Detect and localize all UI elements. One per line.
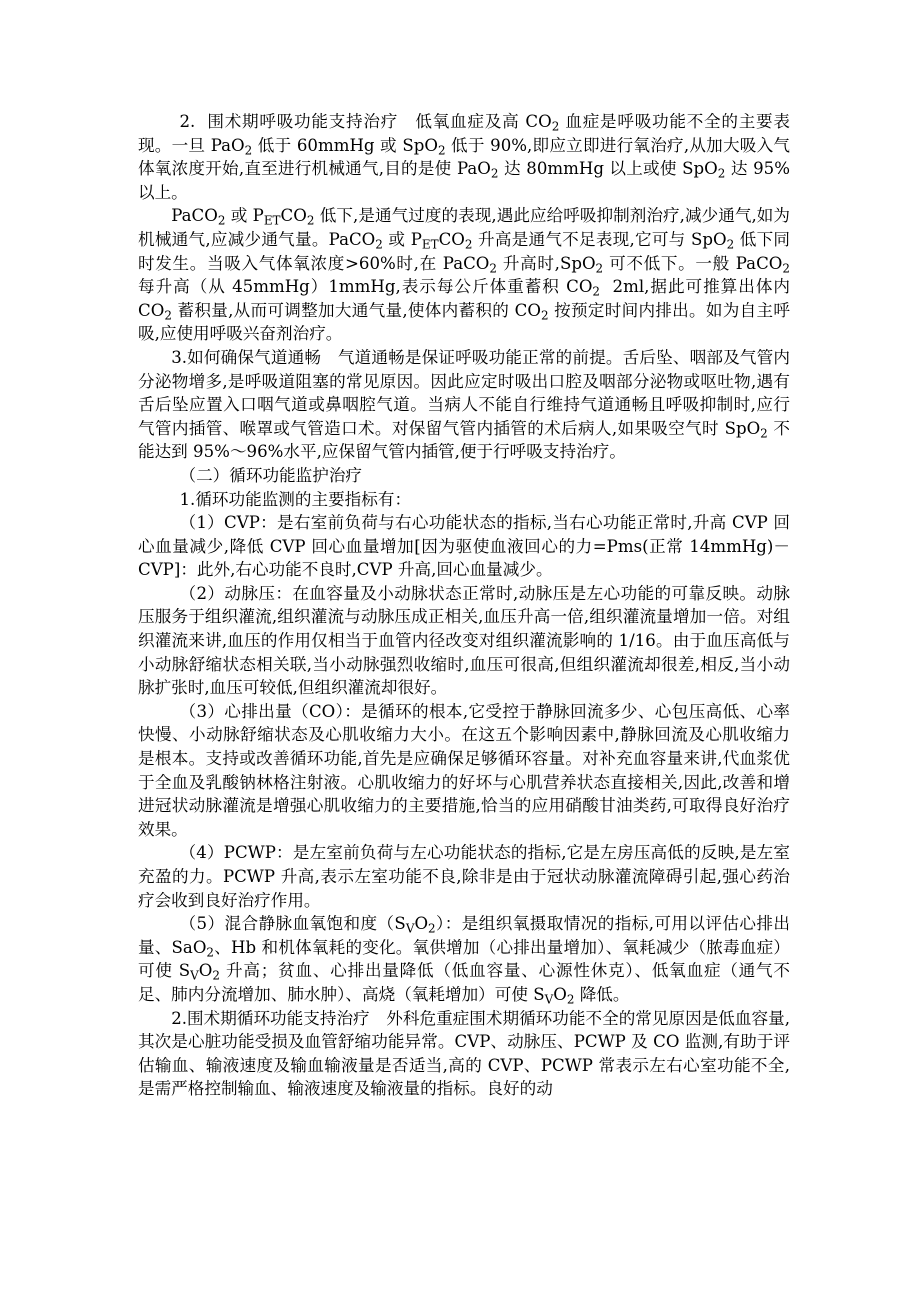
text-run: 、Hb 和机体氧耗的变化。氧供增加（心排出量增加）、氧耗减少（脓毒血症）可使 S (138, 937, 790, 981)
subscript-text: 2 (489, 260, 497, 275)
paragraph (138, 912, 790, 1006)
subscript-text: 2 (164, 308, 172, 323)
subscript-text: 2 (375, 237, 383, 252)
paragraph (138, 110, 790, 204)
text-run: 不能达到 95%～96%水平,应保留气管内插管,便于行呼吸支持治疗。 (138, 418, 790, 462)
text-run: 达 95%以上。 (138, 159, 791, 202)
text-run: 低下,是通气过度的表现,遇此应给呼吸抑制剂治疗,减少通气,如为机械通气,应减少通气量。PaCO (138, 206, 790, 249)
text-run: O (198, 961, 213, 981)
text-run: 或 P (225, 206, 264, 226)
text-run: ）：是组织氧摄取情况的指标,可用以评估心排出量、SaO (138, 914, 790, 957)
text-run: 或 P (382, 229, 422, 249)
text-run: 血症是呼吸功能不全的主要表现。一旦 PaO (138, 112, 790, 155)
subscript-text: 2 (217, 213, 226, 228)
text-run: 每升高（从 45mmHg）1mmHg,表示每公斤体重蓄积 CO (138, 253, 796, 297)
subscript-text: 2 (306, 213, 315, 228)
subscript-text: 2 (212, 968, 220, 983)
text-run: 升高；贫血、心排出量降低（低血容量、心源性休克）、低氧血症（通气不足、肺内分流增加、肺水肿）、高烧（氧耗增加）可使 S (138, 961, 790, 1004)
text-run: 降低。 (574, 984, 630, 1004)
subscript-text: ET (421, 237, 439, 252)
subscript-text: 2 (428, 921, 436, 936)
subscript-text: 2 (592, 284, 601, 299)
text-run: CO (280, 206, 307, 226)
text-run: 1.循环功能监测的主要指标有： (179, 489, 412, 509)
text-run: 2. 围术期呼吸功能支持治疗 低氧血症及高 CO (179, 112, 552, 131)
paragraph (138, 204, 796, 346)
subscript-text: 2 (760, 426, 768, 441)
text-run: 可不低下。一般 PaCO (603, 253, 783, 273)
paragraph (138, 700, 790, 842)
subscript-text: 2 (551, 119, 560, 134)
subscript-text: V (405, 921, 415, 936)
text-run: （1）CVP：是右室前负荷与右心功能状态的指标,当右心功能正常时,升高 CVP 回心血量减少,降低 CVP 回心血量增加[因为驱使血液回心的力=Pms(正常 14mmHg)－CVP]：此外,右心功能不良时,CVP 升高,回心血量减少。 (138, 513, 790, 580)
paragraph (138, 841, 790, 912)
text-run: CO (438, 229, 465, 249)
subscript-text: 2 (595, 260, 604, 275)
paragraph (138, 582, 790, 700)
text-run: 低于 90%,即应立即进行氧治疗,从加大吸入气体氧浓度开始,直至进行机械通气,目的是使 PaO (138, 135, 790, 179)
subscript-text: V (544, 992, 554, 1007)
paragraph (138, 346, 790, 464)
subscript-text: 2 (244, 142, 253, 157)
text-run: 3.如何确保气道通畅 气道通畅是保证呼吸功能正常的前提。舌后坠、咽部及气管内分泌物增多,是呼吸道阻塞的常见原因。因此应定时吸出口腔及咽部分泌物或呕吐物,遇有舌后坠应置入口咽气道或鼻咽腔气道。当病人不能自行维持气道通畅且呼吸抑制时,应行气管内插管、喉罩或气管造口术。对保留气管内插管的术后病人,如果吸空气时 SpO (138, 347, 790, 438)
text-run: 达 80mmHg 以上或使 SpO (498, 159, 718, 179)
text-run: （3）心排出量（CO）：是循环的根本,它受控于静脉回流多少、心包压高低、心率快慢、小动脉舒缩状态及心肌收缩力大小。在这五个影响因素中,静脉回流及心肌收缩力是根本。支持或改善循环功能,首先是应确保足够循环容量。对补充血容量来讲,代血浆优于全血及乳酸钠林格注射液。心肌收缩力的好坏与心肌营养状态直接相关,因此,改善和增进冠状动脉灌流是增强心肌收缩力的主要措施,恰当的应用硝酸甘油类药,可取得良好治疗效果。 (138, 701, 790, 839)
paragraph (138, 1007, 790, 1101)
subscript-text: 2 (464, 237, 473, 252)
body-text (138, 110, 796, 1101)
text-run: （二）循环功能监护治疗 (179, 465, 363, 485)
subscript-text: V (190, 968, 199, 983)
subscript-text: 2 (490, 166, 499, 181)
subscript-text: 2 (566, 992, 575, 1007)
text-run: 2.围术期循环功能支持治疗 外科危重症围术期循环功能不全的常见原因是低血容量,其次是心脏功能受损及血管舒缩功能异常。CVP、动脉压、PCWP 及 CO 监测,有助于评估输血、输液速度及输血输液量是否适当,高的 CVP、PCWP 常表示左右心室功能不全,是需严格控制输血、输液速度及输液量的指标。良好的动 (138, 1008, 790, 1099)
paragraph (138, 511, 790, 582)
text-run: 升高时,SpO (497, 253, 596, 273)
text-run: 2ml,据此可推算出体内 CO (138, 277, 796, 320)
subscript-text: 2 (782, 260, 790, 275)
subscript-text: 2 (726, 237, 735, 252)
text-run: （5）混合静脉血氧饱和度（S (179, 914, 406, 934)
text-run: （4）PCWP：是左室前负荷与左心功能状态的指标,它是左房压高低的反映,是左室充盈的力。PCWP 升高,表示左室功能不良,除非是由于冠状动脉灌流障碍引起,强心药治疗会收到良好治疗作用。 (138, 843, 790, 910)
text-run: 低下同时发生。当吸入气体氧浓度>60%时,在 PaCO (138, 229, 791, 273)
subscript-text: ET (263, 213, 281, 228)
text-run: 按预定时间内排出。如为自主呼吸,应使用呼吸兴奋剂治疗。 (138, 300, 790, 344)
subscript-text: 2 (437, 142, 446, 157)
text-run: （2）动脉压：在血容量及小动脉状态正常时,动脉压是左心功能的可靠反映。动脉压服务于组织灌流,组织灌流与动脉压成正相关,血压升高一倍,组织灌流量增加一倍。对组织灌流来讲,血压的作用仅相当于血管内径改变对组织灌流影响的 1/16。由于血压高低与小动脉舒缩状态相关联,当小动脉强烈收缩时,血压可很高,但组织灌流却很差,相反,当小动脉扩张时,血压可较低,但组织灌流却很好。 (138, 583, 790, 698)
subscript-text: 2 (540, 308, 549, 323)
subscript-text: 2 (206, 945, 215, 960)
text-run: 低于 60mmHg 或 SpO (252, 135, 438, 155)
text-run: O (414, 914, 429, 934)
text-run: 蓄积量,从而可调整加大通气量,使体内蓄积的 CO (171, 300, 541, 320)
paragraph (138, 488, 790, 512)
subscript-text: 2 (717, 166, 726, 181)
text-run: PaCO (171, 206, 218, 226)
text-run: O (553, 984, 567, 1004)
paragraph (138, 464, 790, 488)
text-run: 升高是通气不足表现,它可与 SpO (472, 229, 727, 249)
